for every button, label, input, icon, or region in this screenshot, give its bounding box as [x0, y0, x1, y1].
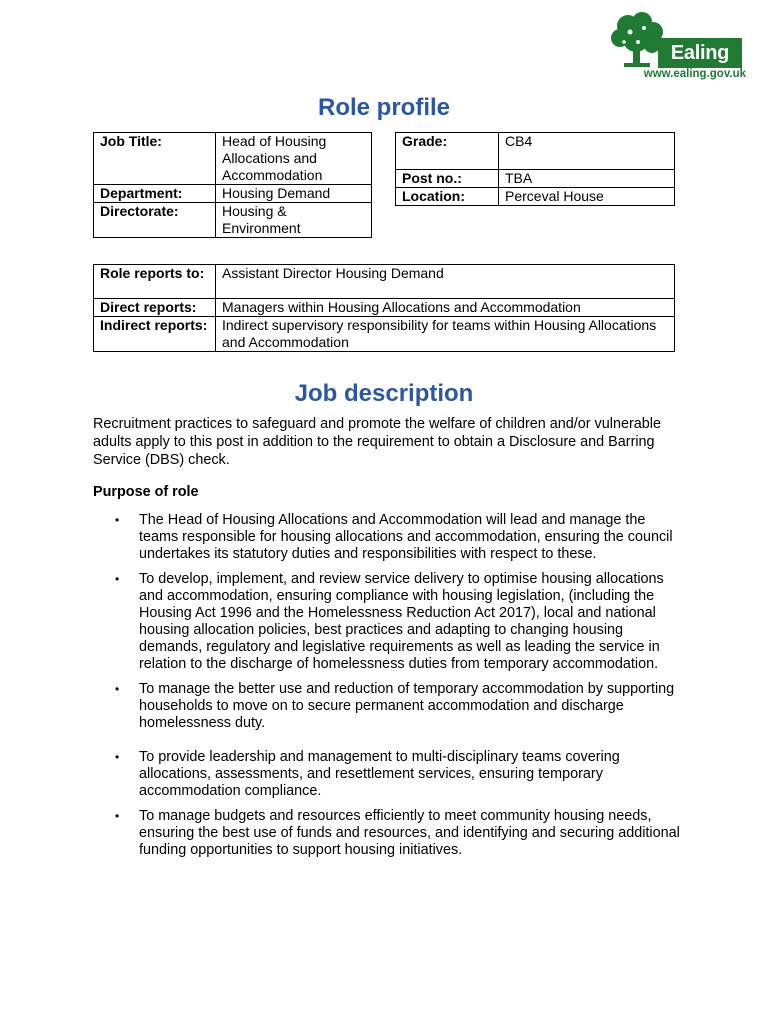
list-item [93, 749, 688, 800]
indirect-reports-value: Indirect supervisory responsibility for teams within Housing Allocations and Accommodation [216, 317, 675, 352]
list-item-text: The Head of Housing Allocations and Accommodation will lead and manage the teams responsible for housing allocations and accommodation, ensuring the council undertakes its statutory duties and responsibilities with respect to these. [139, 512, 673, 562]
bullet-icon: • [115, 682, 120, 696]
bullet-icon: • [115, 809, 120, 823]
table-row [94, 203, 372, 238]
directorate-value: Housing & Environment [216, 203, 372, 238]
purpose-list [93, 512, 688, 859]
job-details-table [93, 132, 372, 238]
list-item-text: To develop, implement, and review service delivery to optimise housing allocations and accommodation, ensuring compliance with housing legislation, (including the Housing Act 1996 and the Homelessness Reduction Act 2017), local and national housing allocation policies, best practices and adapting to changing housing demands, regulatory and legislative requirements as well as leading the service in relation to the discharge of homelessness duties from temporary accommodation. [139, 571, 664, 672]
indirect-reports-label: Indirect reports: [94, 317, 216, 352]
location-label: Location: [396, 188, 499, 206]
list-item [93, 808, 688, 859]
table-row [396, 133, 675, 170]
role-reports-value: Assistant Director Housing Demand [216, 265, 675, 299]
bullet-icon: • [115, 750, 120, 764]
job-title-label: Job Title: [94, 133, 216, 185]
grade-details-table [395, 132, 675, 206]
logo-wordmark [658, 38, 742, 68]
grade-label: Grade: [396, 133, 499, 170]
direct-reports-value: Managers within Housing Allocations and Accommodation [216, 299, 675, 317]
role-reports-label: Role reports to: [94, 265, 216, 299]
reporting-lines-table [93, 264, 675, 352]
table-row [94, 265, 675, 299]
list-item [93, 681, 688, 732]
purpose-heading: Purpose of role [93, 484, 199, 500]
post-number-value: TBA [499, 170, 675, 188]
logo-text: Ealing [670, 41, 730, 64]
ealing-logo[interactable] [606, 12, 746, 82]
post-number-label: Post no.: [396, 170, 499, 188]
directorate-label: Directorate: [94, 203, 216, 238]
location-value: Perceval House [499, 188, 675, 206]
bullet-icon: • [115, 513, 120, 527]
list-item-text: To manage the better use and reduction of temporary accommodation by supporting households to move on to secure permanent accommodation and discharge homelessness duty. [139, 681, 675, 731]
department-label: Department: [94, 185, 216, 203]
list-item [93, 571, 688, 673]
job-title-value: Head of Housing Allocations and Accommodation [216, 133, 372, 185]
list-item-text: To manage budgets and resources efficiently to meet community housing needs, ensuring the best use of funds and resources, and identifying and securing additional funding opportunities to support housing initiatives. [139, 808, 680, 858]
table-row [94, 317, 675, 352]
table-row [396, 188, 675, 206]
grade-value: CB4 [499, 133, 675, 170]
role-profile-heading: Role profile [317, 94, 450, 121]
bullet-icon: • [115, 572, 120, 586]
direct-reports-label: Direct reports: [94, 299, 216, 317]
department-value: Housing Demand [216, 185, 372, 203]
logo-url[interactable]: www.ealing.gov.uk [643, 68, 746, 80]
table-row [396, 170, 675, 188]
table-row [94, 299, 675, 317]
recruitment-paragraph: Recruitment practices to safeguard and promote the welfare of children and/or vulnerable adults apply to this post in addition to the requirement to obtain a Disclosure and Barring Service (DBS) check. [93, 416, 661, 468]
table-row [94, 185, 372, 203]
job-description-heading: Job description [294, 380, 474, 407]
list-item-text: To provide leadership and management to multi-disciplinary teams covering allocations, assessments, and resettlement services, ensuring temporary accommodation compliance. [139, 749, 620, 799]
list-item [93, 512, 688, 563]
table-row [94, 133, 372, 185]
